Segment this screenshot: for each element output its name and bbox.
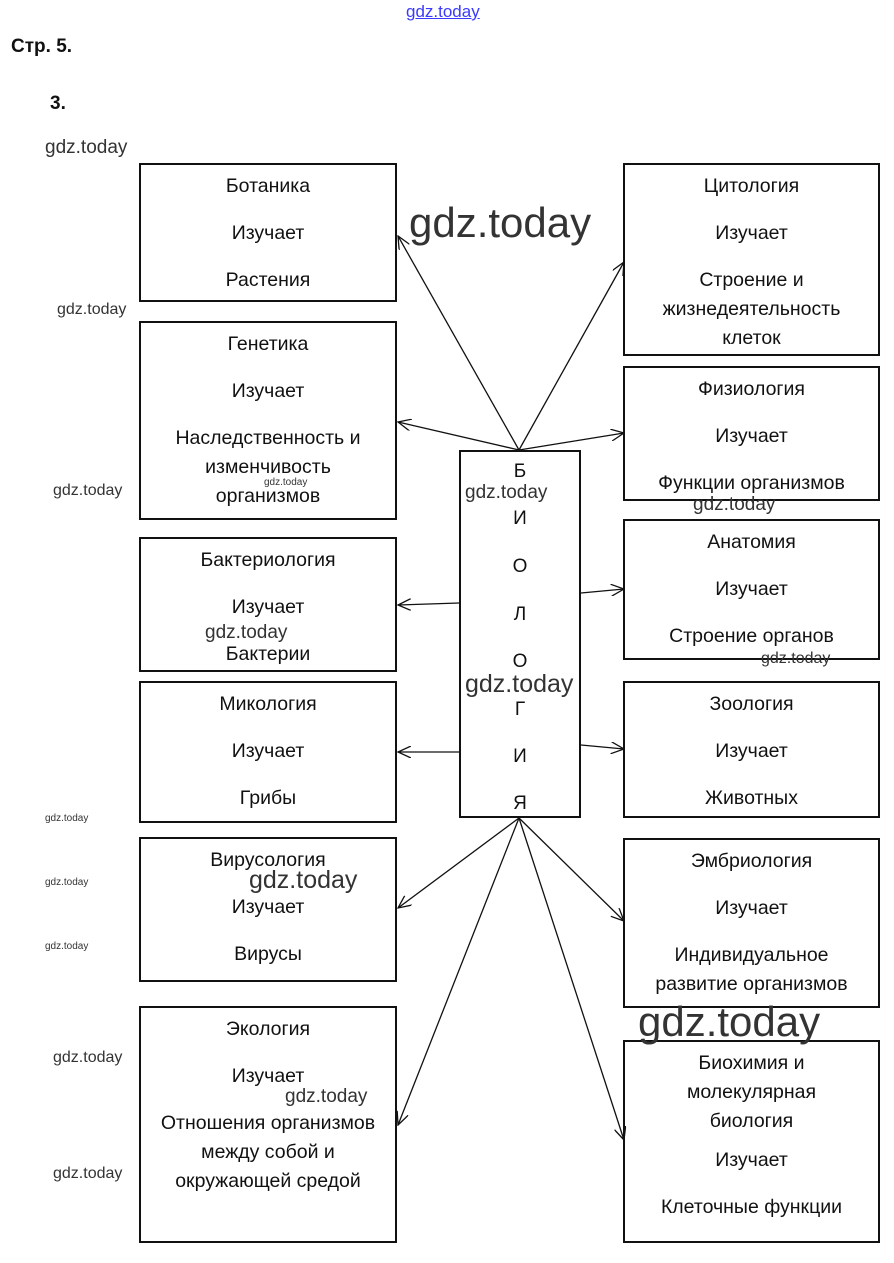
watermark: gdz.today <box>465 670 574 698</box>
box-verb: Изучает <box>231 1065 305 1087</box>
watermark: gdz.today <box>264 477 308 488</box>
box-title: Биохимия и молекулярная биология <box>686 1052 817 1132</box>
box-cytology <box>623 163 880 356</box>
box-verb: Изучает <box>715 578 788 600</box>
arrow-to-cytology <box>519 262 624 450</box>
box-object: Растения <box>225 269 311 291</box>
watermark: gdz.today <box>249 866 358 894</box>
box-botany <box>139 163 397 302</box>
box-verb: Изучает <box>231 596 305 618</box>
task-number: 3. <box>50 93 66 114</box>
watermark: gdz.today <box>285 1086 368 1107</box>
watermark: gdz.today <box>57 301 127 318</box>
arrow-to-botany <box>398 236 519 450</box>
box-object: Наследственность и изменчивость организмов <box>175 427 361 507</box>
box-virology <box>139 837 397 982</box>
box-title: Физиология <box>698 378 805 400</box>
page-reference: Стр. 5. <box>11 36 73 57</box>
box-bacteriology <box>139 537 397 672</box>
box-verb: Изучает <box>231 380 305 402</box>
box-object: Индивидуальное развитие организмов <box>655 944 848 995</box>
watermark: gdz.today <box>465 482 548 503</box>
box-ecology <box>139 1006 397 1243</box>
box-object: Вирусы <box>234 943 302 965</box>
box-verb: Изучает <box>715 897 788 919</box>
watermark: gdz.today <box>638 998 821 1045</box>
box-verb: Изучает <box>715 1149 788 1171</box>
center-letter: О <box>512 651 528 672</box>
arrow-to-biochemistry <box>519 818 624 1140</box>
box-object: Строение и жизнедеятельность клеток <box>662 269 841 349</box>
box-biochemistry <box>623 1040 880 1243</box>
box-anatomy <box>623 519 880 660</box>
center-letter: О <box>512 556 528 577</box>
box-object: Бактерии <box>225 643 311 665</box>
biology-center-box <box>459 450 581 818</box>
arrow-to-ecology <box>398 818 519 1125</box>
watermark: gdz.today <box>45 813 89 824</box>
watermark: gdz.today <box>53 482 123 499</box>
box-title: Цитология <box>703 175 800 197</box>
center-letter: Б <box>513 461 527 482</box>
watermark: gdz.today <box>693 494 776 515</box>
box-title: Генетика <box>227 333 309 355</box>
center-letter: Л <box>513 604 527 625</box>
box-verb: Изучает <box>231 896 305 918</box>
box-physiology <box>623 366 880 501</box>
box-mycology <box>139 681 397 823</box>
box-object: Строение органов <box>669 625 834 647</box>
arrow-to-anatomy <box>581 589 624 593</box>
box-title: Экология <box>225 1018 311 1040</box>
arrow-to-virology <box>398 818 519 908</box>
watermark: gdz.today <box>45 137 128 158</box>
watermark: gdz.today <box>409 199 592 246</box>
box-verb: Изучает <box>715 740 788 762</box>
watermark: gdz.today <box>205 622 288 643</box>
arrow-to-physiology <box>519 433 624 450</box>
box-object: Отношения организмов между собой и окружающей средой <box>160 1112 376 1192</box>
box-verb: Изучает <box>231 740 305 762</box>
center-letter: Я <box>513 793 527 814</box>
arrow-to-embryology <box>519 818 624 921</box>
box-object: Функции организмов <box>658 472 845 494</box>
arrow-to-zoology <box>581 745 624 749</box>
box-title: Эмбриология <box>690 850 813 872</box>
box-title: Микология <box>219 693 317 715</box>
watermark: gdz.today <box>45 877 89 888</box>
box-title: Бактериология <box>200 549 336 571</box>
watermark: gdz.today <box>45 941 89 952</box>
box-title: Ботаника <box>225 175 311 197</box>
box-verb: Изучает <box>715 425 788 447</box>
box-verb: Изучает <box>715 222 788 244</box>
box-embryology <box>623 838 880 1008</box>
center-letter: И <box>513 508 527 529</box>
box-object: Грибы <box>239 787 297 809</box>
box-object: Животных <box>705 787 798 809</box>
center-letter: Г <box>514 699 526 720</box>
box-genetics <box>139 321 397 520</box>
watermark: gdz.today <box>53 1049 123 1066</box>
arrow-to-genetics <box>398 422 519 450</box>
header-watermark[interactable]: gdz.today <box>406 2 480 21</box>
watermark: gdz.today <box>761 650 831 667</box>
center-letter: И <box>513 746 527 767</box>
arrow-to-bacteriology <box>398 603 459 605</box>
box-title: Вирусология <box>210 849 326 871</box>
box-zoology <box>623 681 880 818</box>
box-title: Анатомия <box>707 531 796 553</box>
box-object: Клеточные функции <box>660 1196 843 1218</box>
box-verb: Изучает <box>231 222 305 244</box>
box-title: Зоология <box>709 693 794 715</box>
watermark: gdz.today <box>53 1165 123 1182</box>
